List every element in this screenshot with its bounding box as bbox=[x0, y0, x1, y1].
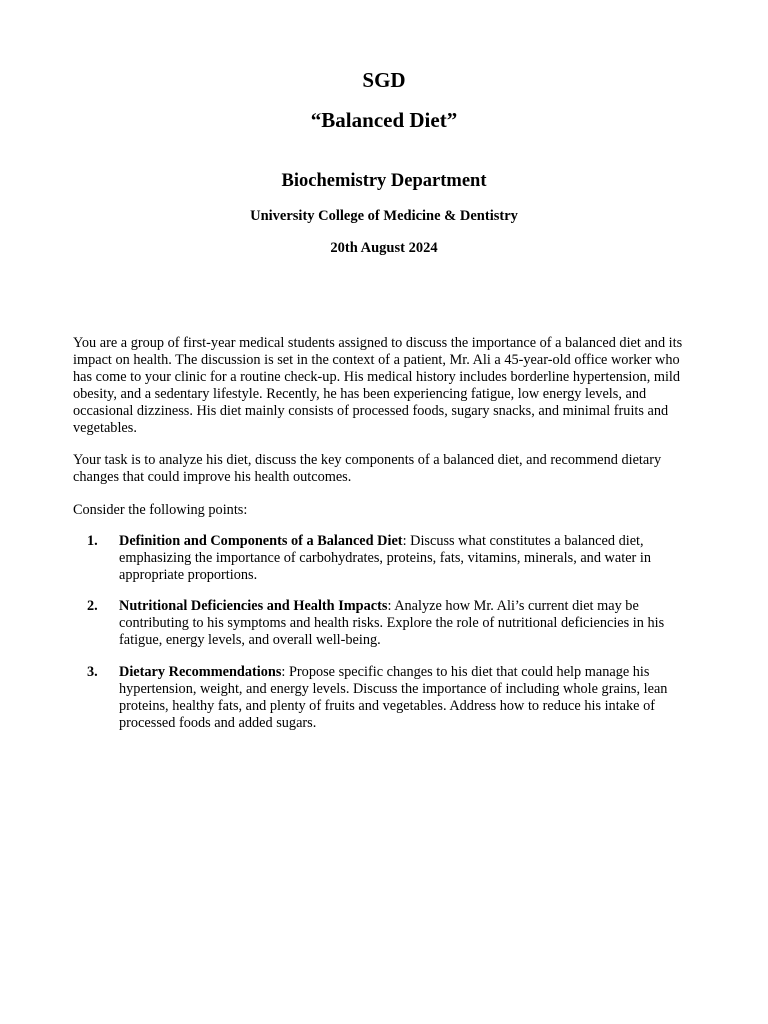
list-item bbox=[73, 664, 695, 732]
list-item-body: : Propose specific changes to his diet that could help manage his hypertension, weight, and energy levels. Discuss the importance of including whole grains, lean proteins, healthy fats, and plenty of fruits and vegetables. Address how to reduce his intake of processed foods and added sugars. bbox=[119, 664, 668, 731]
list-item-body: : Discuss what constitutes a balanced diet, emphasizing the importance of carbohydrates, proteins, fats, vitamins, minerals, and water in appropriate proportions. bbox=[119, 533, 652, 583]
list-item bbox=[73, 533, 695, 584]
list-item-body: : Analyze how Mr. Ali’s current diet may be contributing to his symptoms and health risks. Explore the role of nutritional deficiencies in his fatigue, energy levels, and overall well-being. bbox=[119, 598, 665, 648]
document-code: SGD bbox=[362, 68, 406, 92]
case-description-paragraph: You are a group of first-year medical students assigned to discuss the importance of a balanced diet and its impact on health. The discussion is set in the context of a patient, Mr. Ali a 45-year-old office worker who has come to your clinic for a routine check-up. His medical history includes borderline hypertension, mild obesity, and a sedentary lifestyle. Recently, he has been experiencing fatigue, low energy levels, and occasional dizziness. His diet mainly consists of processed foods, sugary snacks, and minimal fruits and vegetables. bbox=[73, 335, 683, 436]
list-item bbox=[73, 598, 695, 649]
points-intro-paragraph: Consider the following points: bbox=[73, 502, 248, 518]
list-item-number: 3. bbox=[87, 664, 98, 680]
document-title: “Balanced Diet” bbox=[310, 108, 458, 132]
list-item-number: 2. bbox=[87, 598, 98, 614]
department-name: Biochemistry Department bbox=[281, 171, 487, 191]
list-item-heading: Definition and Components of a Balanced Diet bbox=[119, 533, 403, 549]
list-item-heading: Nutritional Deficiencies and Health Impacts bbox=[119, 598, 388, 614]
list-item-text bbox=[119, 664, 695, 732]
list-item-text bbox=[119, 598, 695, 649]
document-date: 20th August 2024 bbox=[330, 240, 438, 256]
task-paragraph: Your task is to analyze his diet, discuss the key components of a balanced diet, and recommend dietary changes that could improve his health outcomes. bbox=[73, 452, 662, 485]
list-item-heading: Dietary Recommendations bbox=[119, 664, 282, 680]
list-item-text bbox=[119, 533, 695, 584]
institution-name: University College of Medicine & Dentistry bbox=[250, 208, 518, 224]
list-item-number: 1. bbox=[87, 533, 98, 549]
